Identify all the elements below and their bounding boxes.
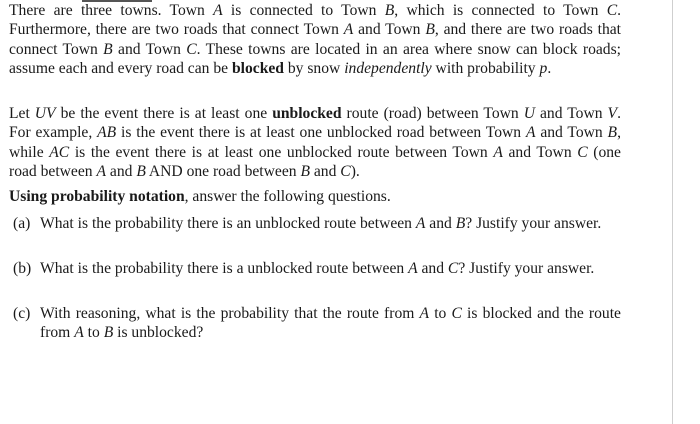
question-a bbox=[9, 214, 621, 233]
instruction-line: Using probability notation, answer the following questions. bbox=[9, 188, 391, 205]
question-b bbox=[9, 259, 621, 278]
question-c bbox=[9, 304, 621, 343]
question-text: What is the probability there is an unblocked route between A and B? Justify your answer. bbox=[40, 215, 602, 232]
page-edge-divider bbox=[672, 0, 673, 424]
question-label: (a) bbox=[13, 215, 31, 232]
problem-intro: There are three towns. Town A is connected to Town B, which is connected to Town C. Furthermore, there are two roads that connect Town A and Town B, and there are two roads that connect Town B and Town C. These towns are located in an area where snow can block roads; assume each and every road can be blocked by snow independently with probability p. bbox=[9, 2, 621, 78]
question-text: With reasoning, what is the probability that the route from A to C is blocked and the route from A to B is unblocked? bbox=[40, 305, 621, 342]
question-label: (c) bbox=[13, 305, 31, 322]
event-definition: Let UV be the event there is at least one unblocked route (road) between Town U and Town V. For example, AB is the event there is at least one unblocked road between Town A and Town B, while AC is the event there is at least one unblocked route between Town A and Town C (one road between A and B AND one road between B and C). bbox=[9, 105, 621, 181]
question-text: What is the probability there is a unblocked route between A and C? Justify your answer. bbox=[40, 260, 595, 277]
question-label: (b) bbox=[13, 260, 32, 277]
